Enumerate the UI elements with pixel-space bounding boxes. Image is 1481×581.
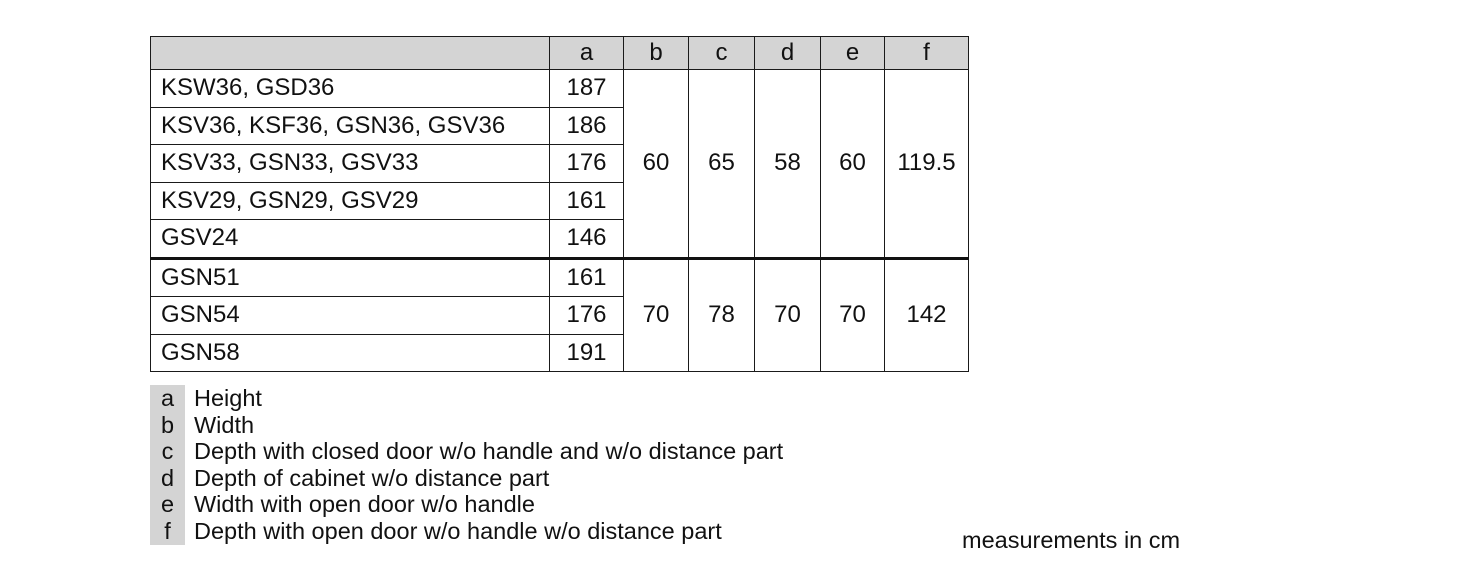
legend-item	[150, 385, 783, 412]
height-cell: 161	[550, 258, 624, 297]
legend-item	[150, 491, 783, 518]
height-cell: 161	[550, 182, 624, 220]
model-cell: GSN58	[151, 334, 550, 372]
legend-key: d	[150, 465, 185, 492]
legend-text: Depth with closed door w/o handle and w/o distance part	[194, 438, 784, 465]
depth-cabinet-cell: 70	[755, 258, 821, 372]
height-cell: 186	[550, 107, 624, 145]
legend-key: c	[150, 438, 185, 465]
legend-key: a	[150, 385, 185, 412]
depth-open-cell: 142	[885, 258, 969, 372]
model-cell: GSV24	[151, 220, 550, 259]
table-row	[151, 258, 969, 297]
width-open-cell: 70	[821, 258, 885, 372]
model-cell: GSN54	[151, 297, 550, 335]
header-cell-c: c	[689, 37, 755, 70]
model-cell: KSV29, GSN29, GSV29	[151, 182, 550, 220]
header-cell-f: f	[885, 37, 969, 70]
depth-closed-cell: 65	[689, 70, 755, 259]
legend-text: Height	[194, 385, 262, 411]
width-open-cell: 60	[821, 70, 885, 259]
legend-text: Depth of cabinet w/o distance part	[194, 464, 550, 491]
header-cell-b: b	[624, 37, 689, 70]
table-row	[151, 70, 969, 108]
height-cell: 191	[550, 334, 624, 372]
height-cell: 176	[550, 145, 624, 183]
legend-text: Width with open door w/o handle	[194, 491, 535, 518]
model-cell: KSW36, GSD36	[151, 70, 550, 108]
header-cell-d: d	[755, 37, 821, 70]
depth-cabinet-cell: 58	[755, 70, 821, 259]
depth-open-cell: 119.5	[885, 70, 969, 259]
width-cell: 70	[624, 258, 689, 372]
model-cell: KSV36, KSF36, GSN36, GSV36	[151, 107, 550, 145]
dimension-legend	[150, 385, 783, 545]
legend-key: f	[150, 518, 185, 545]
width-cell: 60	[624, 70, 689, 259]
table-header-row	[151, 37, 969, 70]
header-cell-model	[151, 37, 550, 70]
legend-key: e	[150, 491, 185, 518]
legend-text: Width	[194, 411, 255, 438]
dimensions-table	[150, 36, 969, 372]
header-cell-a: a	[550, 37, 624, 70]
height-cell: 176	[550, 297, 624, 335]
depth-closed-cell: 78	[689, 258, 755, 372]
height-cell: 187	[550, 70, 624, 108]
legend-item	[150, 518, 783, 545]
legend-item	[150, 438, 783, 465]
legend-text: Depth with open door w/o handle w/o distance part	[194, 517, 722, 544]
header-cell-e: e	[821, 37, 885, 70]
legend-key: b	[150, 412, 185, 439]
units-note: measurements in cm	[962, 527, 1181, 553]
model-cell: GSN51	[151, 258, 550, 297]
model-cell: KSV33, GSN33, GSV33	[151, 145, 550, 183]
height-cell: 146	[550, 220, 624, 259]
legend-item	[150, 412, 783, 439]
legend-item	[150, 465, 783, 492]
